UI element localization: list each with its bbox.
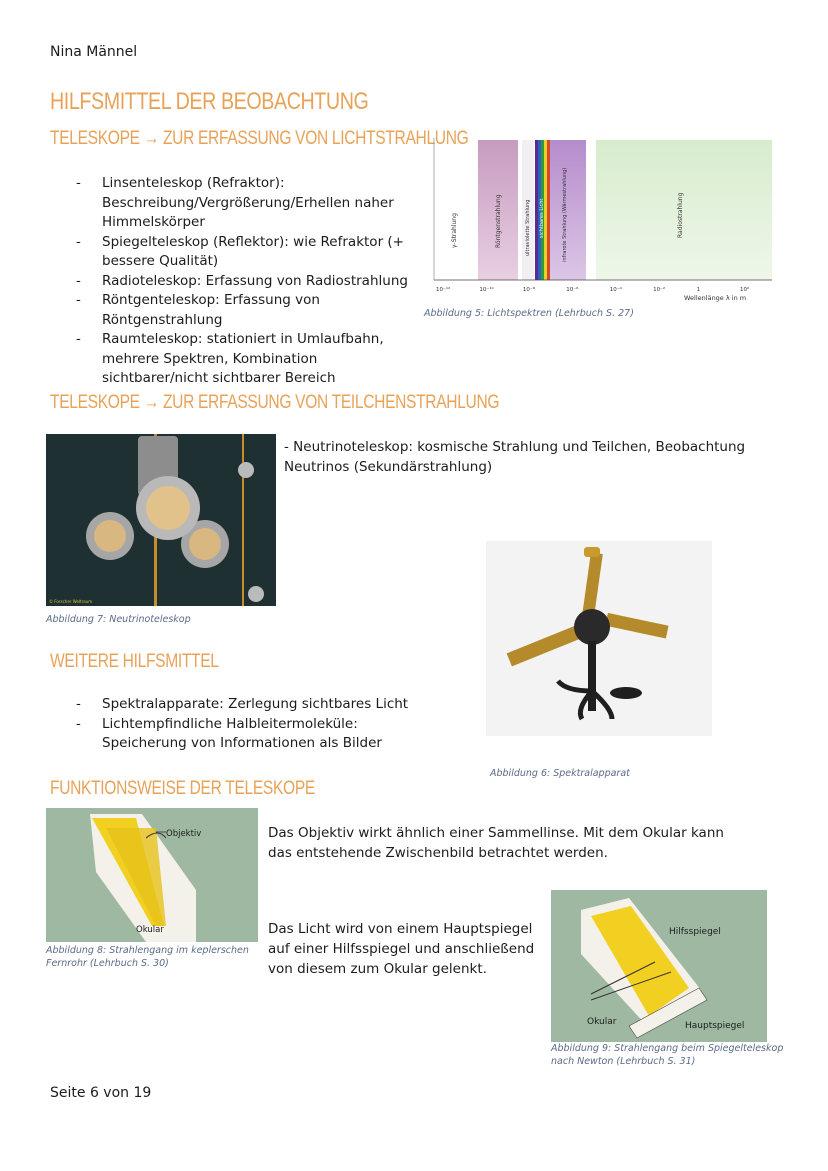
tick-label: 10²	[740, 287, 750, 293]
spectrum-figure	[432, 138, 772, 308]
tick-label: 10⁻⁸	[522, 287, 535, 293]
band-label-gamma: γ-Strahlung	[451, 213, 458, 248]
label-hilfsspiegel: Hilfsspiegel	[669, 927, 721, 937]
band-visible-1	[535, 140, 538, 280]
list-item: - Röntgenteleskop: Erfassung von Röntgenstrahlung	[76, 291, 416, 330]
label-objektiv: Objektiv	[166, 829, 202, 839]
list-item: - Raumteleskop: stationiert in Umlaufbahn, mehrere Spektren, Kombination sichtbarer/nicht sichtbarer Bereich	[76, 330, 416, 389]
page-number: Seite 6 von 19	[50, 1085, 152, 1101]
band-radio	[596, 140, 772, 280]
function-text-2: Das Licht wird von einem Hauptspiegel auf einer Hilfsspiegel und anschließend von diesem zum Okular gelenkt.	[268, 921, 535, 977]
kepler-diagram	[46, 808, 258, 942]
list-item: - Linsenteleskop (Refraktor): Beschreibung/Vergrößerung/Erhellen naher Himmelskörper	[76, 174, 416, 233]
section-heading-light: TELESKOPE → ZUR ERFASSUNG VON LICHTSTRAHLUNG	[50, 128, 469, 149]
neutrino-text: - Neutrinoteleskop: kosmische Strahlung und Teilchen, Beobachtung Neutrinos (Sekundärstrahlung)	[284, 439, 746, 475]
tick-label: 1	[696, 287, 701, 293]
section-heading-function: FUNKTIONSWEISE DER TELESKOPE	[50, 778, 315, 799]
list-item: - Lichtempfindliche Halbleitermoleküle: Speicherung von Informationen als Bilder	[76, 715, 446, 754]
band-visible-5	[547, 140, 550, 280]
tick-label: 10⁻¹²	[436, 287, 451, 293]
band-label-xray: Röntgenstrahlung	[495, 194, 502, 248]
tick-label: 10⁻²	[653, 287, 666, 293]
neutrino-telescope-image	[46, 434, 276, 606]
band-label-visible: sichtbares Licht	[539, 198, 545, 238]
function-text-1: Das Objektiv wirkt ähnlich einer Sammellinse. Mit dem Okular kann das entstehende Zwischenbild betrachtet werden.	[268, 825, 724, 861]
spektralapparat-image	[486, 541, 712, 736]
spectrum-caption: Abbildung 5: Lichtspektren (Lehrbuch S. 27)	[424, 308, 634, 319]
page-title: HILFSMITTEL DER BEOBACHTUNG	[50, 88, 369, 115]
section-heading-further: WEITERE HILFSMITTEL	[50, 651, 219, 672]
band-infrared	[550, 140, 586, 280]
band-label-uv: ultraviolette Strahlung	[525, 199, 531, 256]
list-item: - Radioteleskop: Erfassung von Radiostrahlung	[76, 272, 416, 292]
axis-ticks	[436, 286, 749, 293]
further-tools-list	[76, 695, 446, 754]
kepler-caption: Abbildung 8: Strahlengang im keplerschen Fernrohr (Lehrbuch S. 30)	[46, 945, 249, 969]
band-label-infrared: infrarote Strahlung (Wärmestrahlung)	[562, 167, 568, 262]
list-item: - Spiegelteleskop (Reflektor): wie Refraktor (+ bessere Qualität)	[76, 233, 416, 272]
image-credit: © Forscher Weltraum	[49, 599, 93, 604]
spektral-caption: Abbildung 6: Spektralapparat	[490, 768, 630, 779]
newton-diagram	[551, 890, 767, 1042]
list-item: - Spektralapparate: Zerlegung sichtbares Licht	[76, 695, 446, 715]
tick-label: 10⁻¹⁰	[479, 287, 494, 293]
axis-label: Wellenlänge λ in m	[684, 294, 747, 302]
tick-label: 10⁻⁶	[566, 287, 579, 293]
label-hauptspiegel: Hauptspiegel	[685, 1021, 745, 1031]
neutrino-caption: Abbildung 7: Neutrinoteleskop	[46, 614, 191, 625]
band-label-radio: Radiostrahlung	[677, 192, 684, 238]
newton-caption: Abbildung 9: Strahlengang beim Spiegelteleskop nach Newton (Lehrbuch S. 31)	[551, 1043, 784, 1067]
label-okular: Okular	[136, 925, 164, 935]
author-name: Nina Männel	[50, 44, 138, 60]
label-okular: Okular	[587, 1017, 617, 1027]
light-telescope-list	[76, 174, 416, 389]
section-heading-particles: TELESKOPE → ZUR ERFASSUNG VON TEILCHENSTRAHLUNG	[50, 392, 500, 413]
tick-label: 10⁻⁴	[609, 287, 622, 293]
